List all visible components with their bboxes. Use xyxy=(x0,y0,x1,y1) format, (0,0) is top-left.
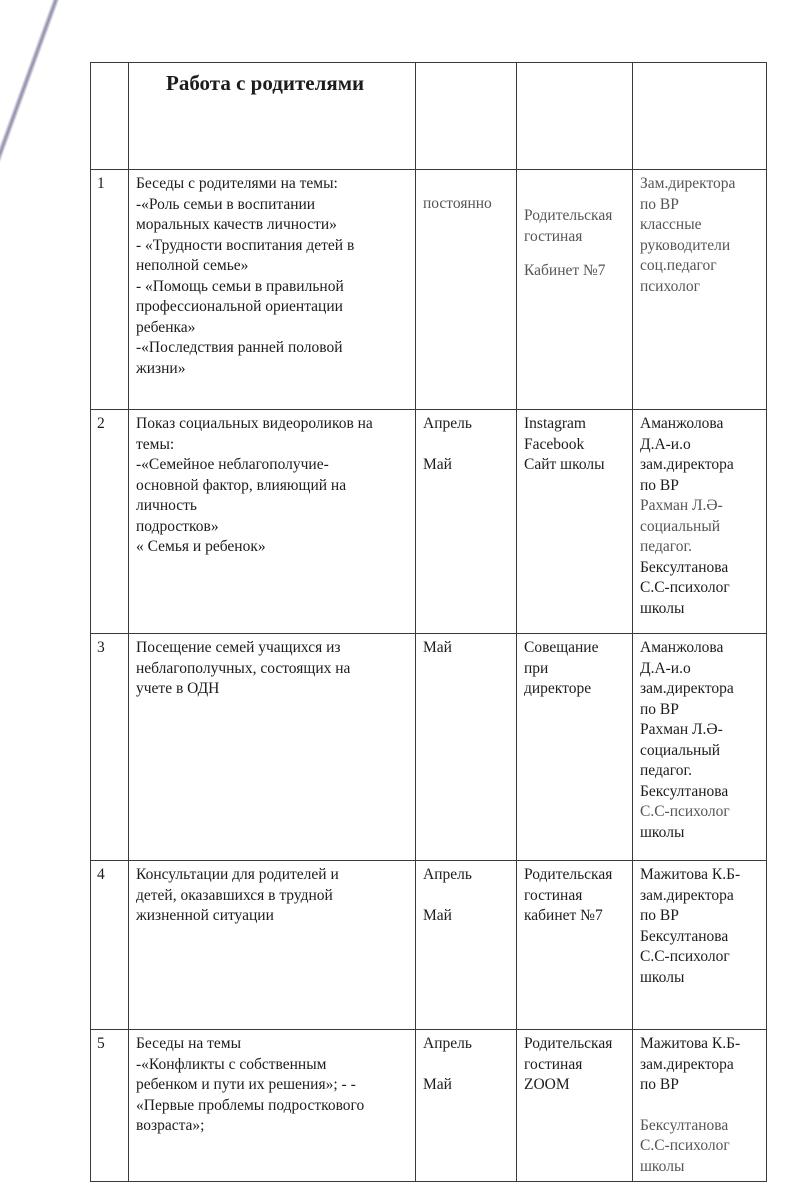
event-line: личность xyxy=(136,497,197,514)
place-cell xyxy=(517,63,633,170)
section-title-cell xyxy=(129,63,416,170)
event-line: темы: xyxy=(136,435,175,453)
responsible-line: Рахман Л.Ә- xyxy=(640,497,723,514)
responsible-line: педагог. xyxy=(640,538,692,555)
date-line: Май xyxy=(423,639,452,656)
number-cell xyxy=(91,63,129,170)
responsible-line: Д.А-и.о xyxy=(640,659,691,677)
responsible-line: Рахман Л.Ә- xyxy=(640,721,723,738)
responsible-spacer xyxy=(640,1096,759,1116)
responsible-line: зам.директора xyxy=(640,1055,734,1073)
parent-work-plan-table xyxy=(90,62,767,1182)
event-line: жизненной ситуации xyxy=(136,907,274,924)
responsible-line: по ВР xyxy=(640,195,679,213)
date-line: Апрель xyxy=(423,1035,472,1052)
responsible-line: психолог xyxy=(640,277,701,295)
responsible-line: Мажитова К.Б- xyxy=(640,866,741,883)
date-cell xyxy=(416,63,517,170)
responsible-line: по ВР xyxy=(640,476,679,494)
place-line: Facebook xyxy=(524,435,585,453)
responsible-line: Бексултанова xyxy=(640,782,729,800)
scan-edge-shadow xyxy=(0,0,66,170)
date-line: постоянно xyxy=(423,195,492,212)
event-line: «Первые проблемы подросткового xyxy=(136,1096,365,1114)
row-number: 5 xyxy=(91,1030,129,1182)
event-line: учете в ОДН xyxy=(136,680,220,697)
date-cell xyxy=(416,410,517,634)
responsible-line: классные xyxy=(640,216,702,233)
responsible-line: Д.А-и.о xyxy=(640,435,691,453)
event-line: -«Конфликты с собственным xyxy=(136,1055,327,1073)
event-line: Беседы с родителями на темы: xyxy=(136,175,338,192)
place-line: гостиная xyxy=(524,1055,583,1073)
event-cell xyxy=(129,861,416,1030)
event-line: ребенка» xyxy=(136,318,196,336)
responsible-cell xyxy=(633,1030,767,1182)
table-row xyxy=(91,861,767,1030)
responsible-cell xyxy=(633,861,767,1030)
event-line: Беседы на темы xyxy=(136,1035,242,1052)
event-line: Консультации для родителей и xyxy=(136,866,339,883)
event-cell xyxy=(129,170,416,410)
section-header-row xyxy=(91,63,767,170)
event-line: профессиональной ориентации xyxy=(136,298,343,315)
place-line: ZOOM xyxy=(524,1076,570,1093)
responsible-cell xyxy=(633,410,767,634)
responsible-line: Бексултанова xyxy=(640,927,729,945)
event-line: детей, оказавшихся в трудной xyxy=(136,886,333,904)
table-row xyxy=(91,170,767,410)
row-number: 3 xyxy=(91,634,129,861)
responsible-line: социальный xyxy=(640,741,721,759)
place-line: Сайт школы xyxy=(524,456,605,473)
event-line: основной фактор, влияющий на xyxy=(136,476,347,494)
responsible-line: по ВР xyxy=(640,1076,679,1093)
place-line: Родительская xyxy=(524,1035,613,1052)
event-line: -«Роль семьи в воспитании xyxy=(136,195,316,213)
date-line: Май xyxy=(423,1075,452,1093)
section-title: Работа с родителями xyxy=(166,71,365,95)
responsible-line: С.С-психолог xyxy=(640,579,730,596)
event-line: моральных качеств личности» xyxy=(136,216,337,233)
responsible-line: руководители xyxy=(640,236,731,254)
table-row xyxy=(91,1030,767,1182)
responsible-line: зам.директора xyxy=(640,456,734,473)
table-row xyxy=(91,410,767,634)
responsible-line: по ВР xyxy=(640,700,679,718)
responsible-line: С.С-психолог xyxy=(640,803,730,820)
responsible-line: школы xyxy=(640,599,685,617)
table-row xyxy=(91,634,767,861)
event-line: подростков» xyxy=(136,517,219,535)
date-cell xyxy=(416,170,517,410)
date-cell xyxy=(416,1030,517,1182)
event-line: - «Помощь семьи в правильной xyxy=(136,277,344,295)
date-cell xyxy=(416,634,517,861)
event-line: « Семья и ребенок» xyxy=(136,538,266,555)
date-line: Май xyxy=(423,906,452,924)
responsible-cell xyxy=(633,63,767,170)
event-cell xyxy=(129,634,416,861)
date-line: Апрель xyxy=(423,415,472,432)
responsible-line: Зам.директора xyxy=(640,175,736,192)
place-line: Родительская xyxy=(524,207,613,224)
responsible-line: педагог. xyxy=(640,762,692,779)
event-line: неполной семье» xyxy=(136,257,249,274)
responsible-line: школы xyxy=(640,823,685,841)
responsible-line: зам.директора xyxy=(640,886,734,904)
responsible-line: С.С-психолог xyxy=(640,1137,730,1154)
event-cell xyxy=(129,410,416,634)
row-number: 2 xyxy=(91,410,129,634)
place-line: гостиная xyxy=(524,227,583,245)
responsible-line: С.С-психолог xyxy=(640,948,730,965)
event-line: возраста»; xyxy=(136,1117,205,1134)
responsible-line: школы xyxy=(640,968,685,986)
responsible-line: Мажитова К.Б- xyxy=(640,1035,741,1052)
row-number: 4 xyxy=(91,861,129,1030)
event-line: - «Трудности воспитания детей в xyxy=(136,236,355,254)
responsible-line: Бексултанова xyxy=(640,558,729,576)
event-line: ребенком и пути их решения»; - - xyxy=(136,1076,356,1093)
row-number: 1 xyxy=(91,170,129,410)
event-cell xyxy=(129,1030,416,1182)
place-cell xyxy=(517,861,633,1030)
responsible-line: Бексултанова xyxy=(640,1116,729,1134)
responsible-line: по ВР xyxy=(640,907,679,924)
date-line: Апрель xyxy=(423,866,472,883)
event-line: Посещение семей учащихся из xyxy=(136,639,341,656)
place-cell xyxy=(517,1030,633,1182)
place-line: кабинет №7 xyxy=(524,907,603,924)
place-line: Родительская xyxy=(524,866,613,883)
responsible-line: Аманжолова xyxy=(640,415,724,432)
place-cell xyxy=(517,634,633,861)
place-line: Совещание xyxy=(524,639,599,656)
event-line: -«Последствия ранней половой xyxy=(136,339,343,356)
responsible-line: зам.директора xyxy=(640,680,734,697)
responsible-cell xyxy=(633,170,767,410)
place-cell xyxy=(517,410,633,634)
place-line: при xyxy=(524,659,549,677)
responsible-line: соц.педагог xyxy=(640,257,717,274)
place-line: гостиная xyxy=(524,886,583,904)
responsible-line: Аманжолова xyxy=(640,639,724,656)
event-line: Показ социальных видеороликов на xyxy=(136,415,373,432)
responsible-line: социальный xyxy=(640,517,721,535)
event-line: неблагополучных, состоящих на xyxy=(136,659,351,677)
date-line: Май xyxy=(423,455,452,473)
date-cell xyxy=(416,861,517,1030)
place-line: Instagram xyxy=(524,415,586,432)
responsible-line: школы xyxy=(640,1157,685,1175)
event-line: жизни» xyxy=(136,359,186,377)
responsible-cell xyxy=(633,634,767,861)
place-cell xyxy=(517,170,633,410)
event-line: -«Семейное неблагополучие- xyxy=(136,456,329,473)
place-line: директоре xyxy=(524,680,592,697)
place-line: Кабинет №7 xyxy=(524,262,606,279)
